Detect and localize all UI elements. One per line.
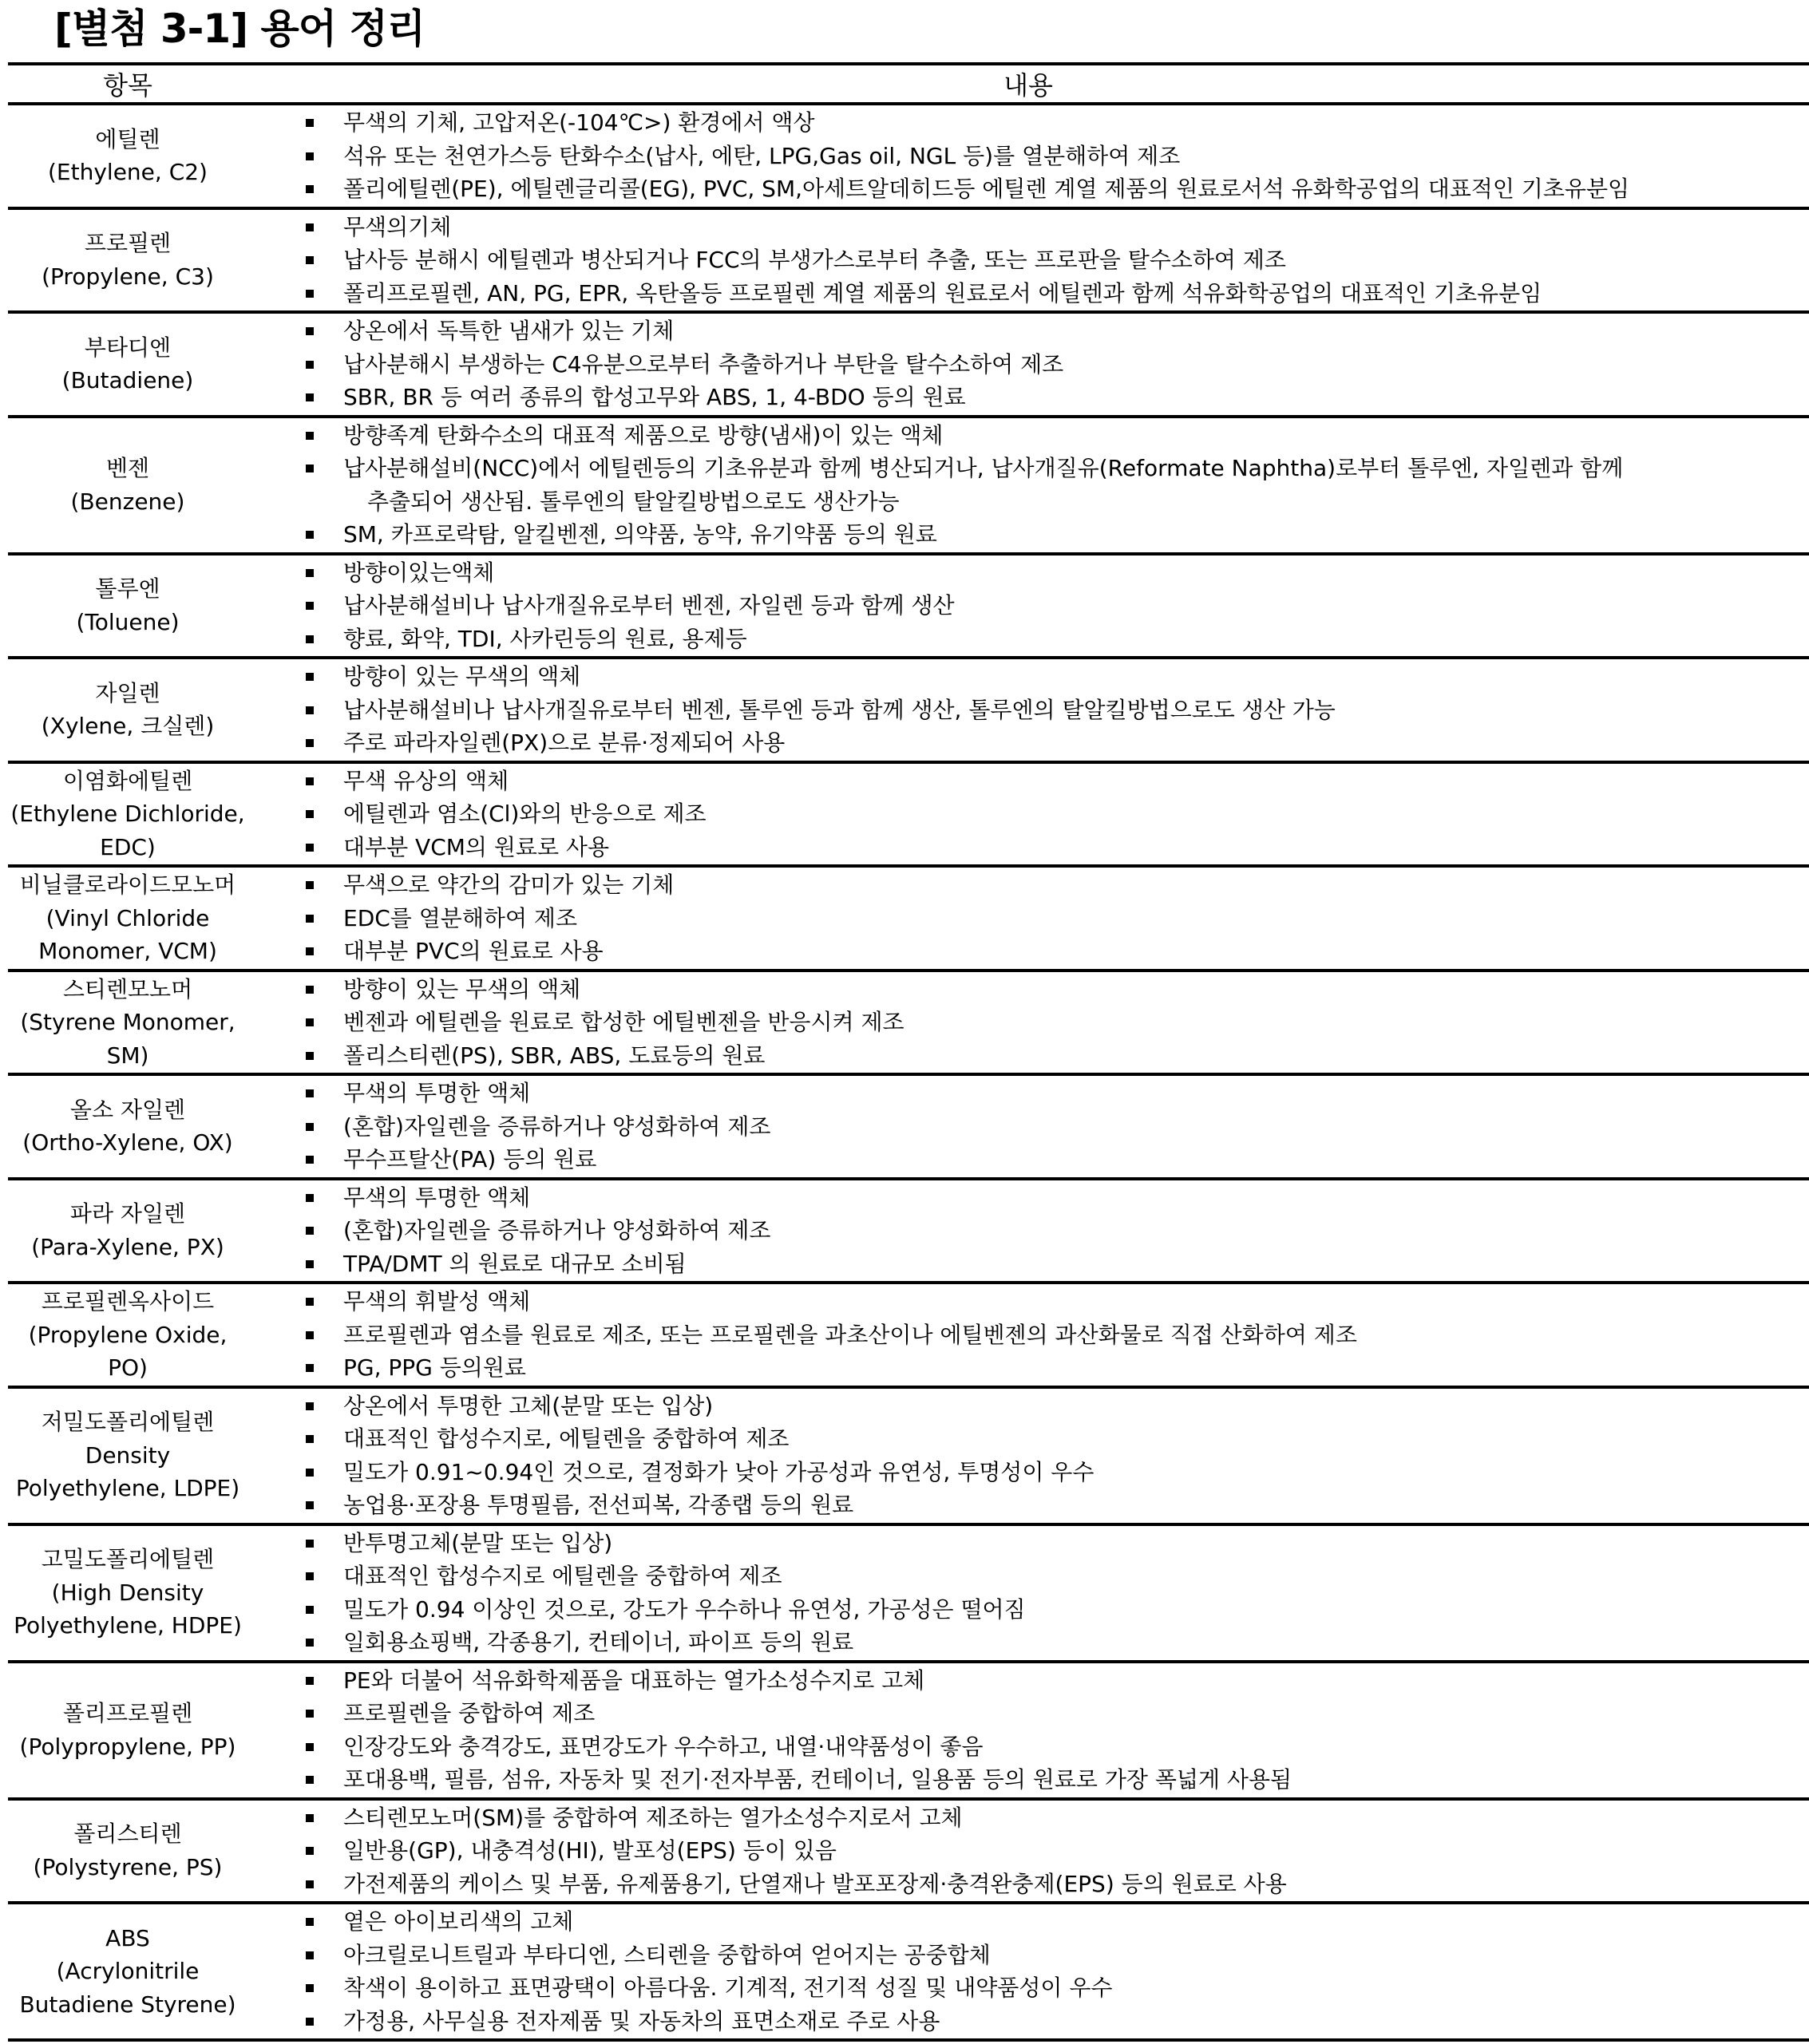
description-text: 향료, 화약, TDI, 사카린등의 원료, 용제등 (343, 625, 747, 652)
term-name: (Ethylene, C2) (48, 159, 208, 186)
description-text: 납사분해시 부생하는 C4유분으로부터 추출하거나 부탄을 탈수소하여 제조 (343, 350, 1064, 378)
term-cell (8, 1181, 247, 1281)
glossary-row (8, 105, 1809, 210)
term-name: (High Density (51, 1579, 204, 1606)
square-bullet-icon (306, 810, 314, 818)
term-cell (8, 1664, 247, 1797)
description-item (343, 1801, 1809, 1835)
term-cell (8, 1285, 247, 1385)
glossary-row (8, 659, 1809, 764)
description-item (343, 1077, 1809, 1110)
term-name: 비닐클로라이드모노머 (19, 872, 236, 898)
description-list (247, 556, 1809, 656)
term-name: 올소 자일렌 (69, 1096, 186, 1123)
term-name: 폴리프로필렌 (62, 1700, 193, 1726)
description-item (343, 106, 1809, 140)
term-name: (Propylene Oxide, (28, 1321, 228, 1348)
term-name: 고밀도폴리에틸렌 (41, 1546, 215, 1573)
glossary-row (8, 314, 1809, 418)
term-cell (8, 765, 247, 864)
square-bullet-icon (306, 635, 314, 643)
description-list (247, 1801, 1809, 1901)
term-name: (Para-Xylene, PX) (31, 1233, 224, 1260)
description-list (247, 419, 1809, 552)
description-text: 아크릴로니트릴과 부타디엔, 스티렌을 중합하여 얻어지는 공중합체 (343, 1941, 991, 1968)
term-cell (8, 660, 247, 760)
description-item (343, 1456, 1809, 1489)
square-bullet-icon (306, 1639, 314, 1647)
description-item (343, 1593, 1809, 1627)
description-item (343, 1181, 1809, 1215)
description-item (343, 1489, 1809, 1522)
square-bullet-icon (306, 1156, 314, 1164)
glossary-row (8, 555, 1809, 660)
description-list (247, 211, 1809, 310)
square-bullet-icon (306, 602, 314, 610)
term-name: 부타디엔 (84, 334, 172, 361)
square-bullet-icon (306, 706, 314, 714)
description-item (343, 1110, 1809, 1144)
term-name: 폴리스티렌 (73, 1821, 182, 1848)
description-item (343, 556, 1809, 590)
description-item (343, 1006, 1809, 1039)
square-bullet-icon (306, 432, 314, 440)
description-text: 방향이있는액체 (343, 559, 495, 586)
term-name: 프로필렌옥사이드 (41, 1288, 215, 1315)
description-item (343, 348, 1809, 382)
description-item (343, 1834, 1809, 1868)
description-item (343, 765, 1809, 798)
square-bullet-icon (306, 1331, 314, 1339)
square-bullet-icon (306, 986, 314, 994)
term-cell (8, 973, 247, 1073)
term-name: (Propylene, C3) (42, 263, 214, 290)
description-text: PG, PPG 등의원료 (343, 1354, 526, 1381)
square-bullet-icon (306, 1743, 314, 1751)
description-list (247, 1905, 1809, 2038)
description-text: 무색의 기체, 고압저온(-104℃>) 환경에서 액상 (343, 109, 815, 136)
description-list (247, 1390, 1809, 1522)
square-bullet-icon (306, 327, 314, 335)
glossary-row (8, 210, 1809, 314)
square-bullet-icon (306, 1402, 314, 1410)
description-text: 상온에서 투명한 고체(분말 또는 입상) (343, 1392, 714, 1419)
square-bullet-icon (306, 777, 314, 785)
description-item (343, 277, 1809, 310)
description-text: SM, 카프로락탐, 알킬벤젠, 의약품, 농약, 유기약품 등의 원료 (343, 521, 937, 548)
description-text: 무수프탈산(PA) 등의 원료 (343, 1146, 597, 1172)
square-bullet-icon (306, 1847, 314, 1855)
description-text: 일반용(GP), 내충격성(HI), 발포성(EPS) 등이 있음 (343, 1837, 837, 1864)
term-name: 에틸렌 (95, 125, 160, 152)
term-cell (8, 1905, 247, 2038)
term-name: 저밀도폴리에틸렌 (41, 1409, 215, 1436)
description-text: 스티렌모노머(SM)를 중합하여 제조하는 열가소성수지로서 고체 (343, 1804, 963, 1831)
description-text: SBR, BR 등 여러 종류의 합성고무와 ABS, 1, 4-BDO 등의 원료 (343, 384, 966, 410)
description-item (343, 1763, 1809, 1797)
description-text: 폴리프로필렌, AN, PG, EPR, 옥탄올등 프로필렌 계열 제품의 원료로서 에틸렌과 함께 석유화학공업의 대표적인 기초유분임 (343, 279, 1542, 306)
description-list (247, 1181, 1809, 1281)
description-text: (혼합)자일렌을 증류하거나 양성화하여 제조 (343, 1113, 771, 1140)
term-name: 자일렌 (95, 679, 160, 706)
description-item (343, 211, 1809, 244)
square-bullet-icon (306, 947, 314, 955)
description-list (247, 868, 1809, 968)
term-name: (Acrylonitrile (56, 1958, 200, 1985)
description-list (247, 1077, 1809, 1176)
term-name: Polyethylene, LDPE) (15, 1475, 240, 1502)
description-text: PE와 더불어 석유화학제품을 대표하는 열가소성수지로 고체 (343, 1666, 925, 1694)
term-name: (Polystyrene, PS) (33, 1853, 223, 1880)
description-text: 프로필렌과 염소를 원료로 제조, 또는 프로필렌을 과초산이나 에틸벤젠의 과산화물로 직접 산화하여 제조 (343, 1321, 1357, 1348)
term-name: 벤젠 (105, 455, 150, 481)
description-text: 상온에서 독특한 냄새가 있는 기체 (343, 318, 675, 344)
term-name: (Ethylene Dichloride, (10, 801, 245, 827)
description-item (343, 140, 1809, 173)
square-bullet-icon (306, 1501, 314, 1509)
description-text: 폴리스티렌(PS), SBR, ABS, 도료등의 원료 (343, 1042, 766, 1069)
description-text: 벤젠과 에틸렌을 원료로 합성한 에틸벤젠을 반응시켜 제조 (343, 1009, 904, 1035)
description-item (343, 419, 1809, 453)
square-bullet-icon (306, 739, 314, 747)
description-list (247, 314, 1809, 414)
description-text: 착색이 용이하고 표면광택이 아름다움. 기계적, 전기적 성질 및 내약품성이 우수 (343, 1975, 1113, 2001)
page-title: [별첨 3-1] 용어 정리 (54, 6, 426, 52)
term-cell (8, 1527, 247, 1659)
term-name: SM) (106, 1042, 149, 1069)
description-text: 인장강도와 충격강도, 표면강도가 우수하고, 내열·내약품성이 좋음 (343, 1733, 984, 1760)
description-item (343, 1214, 1809, 1247)
description-text: 주로 파라자일렌(PX)으로 분류·정제되어 사용 (343, 729, 786, 756)
header-description: 내용 (1003, 70, 1053, 101)
description-text: 납사등 분해시 에틸렌과 병산되거나 FCC의 부생가스로부터 추출, 또는 프로판을 탈수소하여 제조 (343, 247, 1286, 273)
description-item (343, 1285, 1809, 1319)
description-list (247, 1285, 1809, 1385)
description-item (343, 518, 1809, 552)
description-text: EDC를 열분해하여 제조 (343, 904, 577, 931)
description-text: 포대용백, 필름, 섬유, 자동차 및 전기·전자부품, 컨테이너, 일용품 등의 원료로 가장 폭넓게 사용됨 (343, 1766, 1292, 1793)
description-item (343, 1560, 1809, 1593)
square-bullet-icon (306, 1776, 314, 1784)
term-name: Density (85, 1441, 171, 1469)
description-item (343, 1664, 1809, 1698)
description-item (343, 1319, 1809, 1352)
description-list (247, 765, 1809, 864)
description-text: 무색 유상의 액체 (343, 767, 509, 794)
description-text: 프로필렌을 중합하여 제조 (343, 1700, 596, 1726)
square-bullet-icon (306, 152, 314, 160)
term-cell (8, 556, 247, 656)
square-bullet-icon (306, 1540, 314, 1548)
description-item (343, 172, 1809, 206)
description-text: 무색의기체 (343, 213, 452, 240)
description-item (343, 1527, 1809, 1560)
description-list (247, 1664, 1809, 1797)
description-item (343, 1143, 1809, 1176)
term-name: (Vinyl Chloride (46, 904, 210, 931)
description-item (343, 1939, 1809, 1972)
description-item (343, 623, 1809, 656)
description-item (343, 935, 1809, 968)
term-name: (Benzene) (70, 488, 185, 515)
header-term: 항목 (103, 70, 152, 101)
square-bullet-icon (306, 256, 314, 264)
square-bullet-icon (306, 1298, 314, 1306)
description-text: 방향이 있는 무색의 액체 (343, 975, 581, 1002)
description-item (343, 660, 1809, 694)
square-bullet-icon (306, 1814, 314, 1822)
description-item (343, 314, 1809, 348)
square-bullet-icon (306, 1469, 314, 1477)
term-cell (8, 314, 247, 414)
description-item (343, 831, 1809, 864)
term-name: Polyethylene, HDPE) (14, 1612, 242, 1639)
term-name: 이염화에틸렌 (62, 767, 193, 794)
term-cell (8, 1801, 247, 1901)
description-item (343, 1351, 1809, 1385)
description-item (343, 1039, 1809, 1073)
glossary-row (8, 1180, 1809, 1285)
glossary-row (8, 1526, 1809, 1663)
description-text: 대표적인 합성수지로 에틸렌을 중합하여 제조 (343, 1563, 782, 1589)
square-bullet-icon (306, 119, 314, 127)
description-text: 방향이 있는 무색의 액체 (343, 663, 581, 690)
description-item (343, 868, 1809, 902)
table-header (8, 65, 1809, 105)
description-item (343, 589, 1809, 623)
square-bullet-icon (306, 1710, 314, 1718)
description-text: 납사분해설비나 납사개질유로부터 벤젠, 톨루엔 등과 함께 생산, 톨루엔의 탈알킬방법으로도 생산 가능 (343, 696, 1336, 723)
description-text: 석유 또는 천연가스등 탄화수소(납사, 에탄, LPG,Gas oil, NGL 등)를 열분해하여 제조 (343, 142, 1181, 169)
description-text: TPA/DMT 의 원료로 대규모 소비됨 (343, 1250, 687, 1277)
description-item (343, 1905, 1809, 1939)
description-text: (혼합)자일렌을 증류하거나 양성화하여 제조 (343, 1217, 771, 1243)
term-name: (Ortho-Xylene, OX) (22, 1129, 233, 1156)
square-bullet-icon (306, 531, 314, 539)
square-bullet-icon (306, 465, 314, 472)
description-item (343, 1868, 1809, 1901)
description-text: 밀도가 0.94 이상인 것으로, 강도가 우수하나 유연성, 가공성은 떨어짐 (343, 1595, 1026, 1623)
square-bullet-icon (306, 673, 314, 681)
term-name: 프로필렌 (84, 230, 172, 257)
description-list (247, 973, 1809, 1073)
square-bullet-icon (306, 881, 314, 889)
term-name: 파라 자일렌 (69, 1200, 186, 1228)
description-text: 가전제품의 케이스 및 부품, 유제품용기, 단열재나 발포포장제·충격완충제(EPS) 등의 원료로 사용 (343, 1870, 1287, 1897)
description-item (343, 2005, 1809, 2038)
description-list (247, 660, 1809, 760)
glossary-row (8, 1076, 1809, 1180)
glossary-row (8, 1904, 1809, 2042)
square-bullet-icon (306, 1435, 314, 1443)
square-bullet-icon (306, 915, 314, 923)
description-item (343, 1697, 1809, 1730)
description-text: 밀도가 0.91~0.94인 것으로, 결정화가 낮아 가공성과 유연성, 투명성이 우수 (343, 1458, 1095, 1485)
glossary-table (8, 62, 1809, 2042)
description-item (343, 1730, 1809, 1764)
glossary-row (8, 1801, 1809, 1905)
square-bullet-icon (306, 1572, 314, 1580)
description-item (343, 973, 1809, 1006)
term-name: (Styrene Monomer, (20, 1009, 236, 1035)
term-cell (8, 106, 247, 206)
description-item (343, 726, 1809, 760)
description-text: 대부분 VCM의 원료로 사용 (343, 833, 609, 860)
square-bullet-icon (306, 1194, 314, 1202)
description-text: 반투명고체(분말 또는 입상) (343, 1529, 613, 1556)
description-item (343, 243, 1809, 277)
description-item (343, 381, 1809, 414)
description-list (247, 106, 1809, 206)
square-bullet-icon (306, 1918, 314, 1926)
square-bullet-icon (306, 1606, 314, 1614)
square-bullet-icon (306, 1364, 314, 1372)
term-cell (8, 868, 247, 968)
description-text: 무색의 투명한 액체 (343, 1184, 531, 1211)
description-item (343, 1422, 1809, 1456)
term-cell (8, 419, 247, 552)
term-name: 스티렌모노머 (62, 975, 193, 1002)
description-text: 일회용쇼핑백, 각종용기, 컨테이너, 파이프 등의 원료 (343, 1629, 854, 1655)
square-bullet-icon (306, 1677, 314, 1685)
description-item (343, 452, 1809, 518)
square-bullet-icon (306, 361, 314, 369)
description-text: 대부분 PVC의 원료로 사용 (343, 938, 604, 964)
description-text: 무색의 휘발성 액체 (343, 1288, 531, 1315)
description-text: 가정용, 사무실용 전자제품 및 자동차의 표면소재로 주로 사용 (343, 2007, 940, 2034)
square-bullet-icon (306, 1880, 314, 1888)
square-bullet-icon (306, 1984, 314, 1992)
description-text: 에틸렌과 염소(Cl)와의 반응으로 제조 (343, 801, 707, 827)
term-name: (Xylene, 크실렌) (41, 713, 215, 740)
term-name: Butadiene Styrene) (19, 1991, 236, 2018)
description-text: 대표적인 합성수지로, 에틸렌을 중합하여 제조 (343, 1425, 790, 1452)
term-name: EDC) (100, 833, 156, 860)
glossary-row (8, 972, 1809, 1077)
square-bullet-icon (306, 185, 314, 193)
square-bullet-icon (306, 1123, 314, 1131)
square-bullet-icon (306, 1951, 314, 1959)
description-text: 납사분해설비(NCC)에서 에틸렌등의 기초유분과 함께 병산되거나, 납사개질유(Reformate Naphtha)로부터 톨루엔, 자일렌과 함께 (343, 455, 1624, 481)
glossary-entries (8, 105, 1809, 2042)
square-bullet-icon (306, 569, 314, 577)
glossary-row (8, 1284, 1809, 1389)
glossary-row (8, 868, 1809, 972)
description-item (343, 1390, 1809, 1423)
square-bullet-icon (306, 1089, 314, 1097)
term-name: (Polypropylene, PP) (19, 1733, 236, 1760)
square-bullet-icon (306, 393, 314, 401)
description-item (343, 902, 1809, 935)
description-item (343, 694, 1809, 727)
glossary-row (8, 1663, 1809, 1801)
description-item (343, 1626, 1809, 1659)
term-name: (Toluene) (76, 608, 180, 635)
term-name: (Butadiene) (61, 367, 194, 394)
term-name: 톨루엔 (95, 575, 160, 603)
square-bullet-icon (306, 223, 314, 231)
description-text: 납사분해설비나 납사개질유로부터 벤젠, 자일렌 등과 함께 생산 (343, 592, 955, 619)
description-text: 무색의 투명한 액체 (343, 1080, 531, 1106)
description-text: 옅은 아이보리색의 고체 (343, 1908, 574, 1935)
glossary-row (8, 764, 1809, 868)
term-cell (8, 211, 247, 310)
description-continuation: 추출되어 생산됨. 톨루엔의 탈알킬방법으로도 생산가능 (367, 488, 900, 515)
glossary-row (8, 418, 1809, 555)
square-bullet-icon (306, 1052, 314, 1060)
square-bullet-icon (306, 1227, 314, 1235)
description-item (343, 797, 1809, 831)
square-bullet-icon (306, 2018, 314, 2026)
glossary-row (8, 1389, 1809, 1526)
term-cell (8, 1390, 247, 1522)
square-bullet-icon (306, 844, 314, 852)
term-name: Monomer, VCM) (38, 938, 217, 964)
description-list (247, 1527, 1809, 1659)
square-bullet-icon (306, 290, 314, 298)
description-item (343, 1247, 1809, 1281)
description-text: 폴리에틸렌(PE), 에틸렌글리콜(EG), PVC, SM,아세트알데히드등 에틸렌 계열 제품의 원료로서석 유화학공업의 대표적인 기초유분임 (343, 176, 1630, 202)
term-name: ABS (105, 1924, 150, 1951)
term-cell (8, 1077, 247, 1176)
description-text: 농업용·포장용 투명필름, 전선피복, 각종랩 등의 원료 (343, 1492, 854, 1518)
description-text: 방향족계 탄화수소의 대표적 제품으로 방향(냄새)이 있는 액체 (343, 421, 944, 449)
square-bullet-icon (306, 1260, 314, 1268)
square-bullet-icon (306, 1018, 314, 1026)
description-item (343, 1971, 1809, 2005)
description-text: 무색으로 약간의 감미가 있는 기체 (343, 872, 675, 898)
term-name: PO) (108, 1354, 148, 1381)
